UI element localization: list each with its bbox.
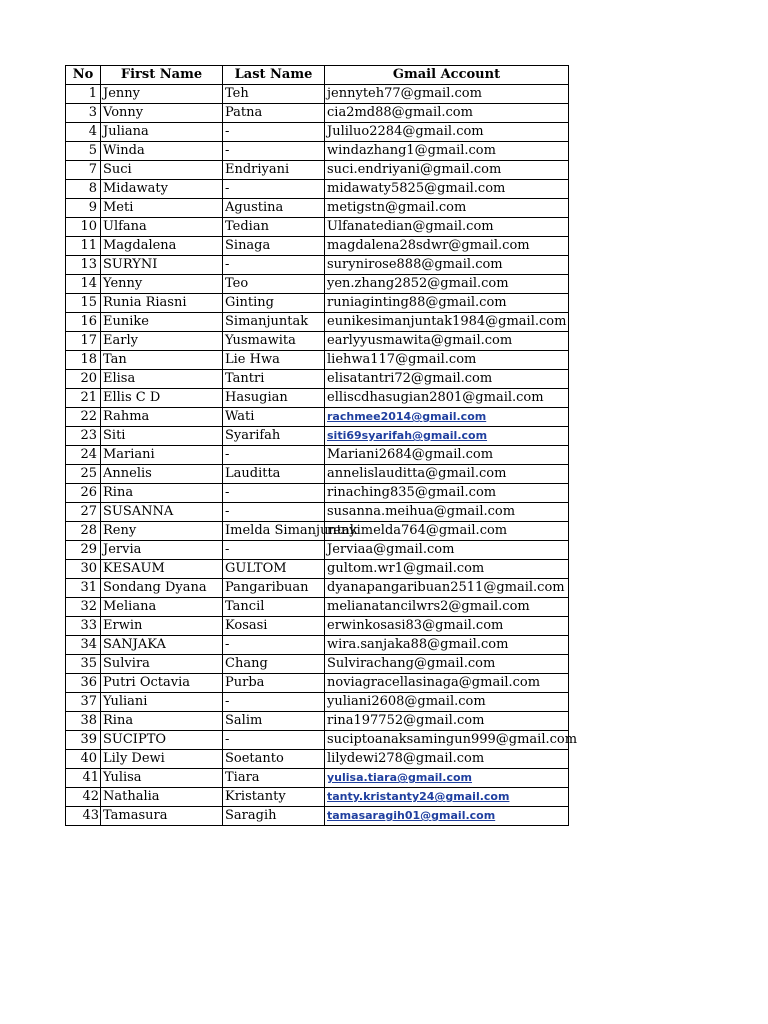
email-cell: surynirose888@gmail.com xyxy=(325,256,569,275)
first-name-cell: Siti xyxy=(101,427,223,446)
table-body xyxy=(66,85,578,826)
email-cell: Mariani2684@gmail.com xyxy=(325,446,569,465)
table-row xyxy=(66,294,569,313)
row-number: 33 xyxy=(66,617,101,636)
header-gmail-account: Gmail Account xyxy=(325,66,569,85)
first-name-cell: Tamasura xyxy=(101,807,223,826)
table-row xyxy=(66,218,569,237)
row-number: 24 xyxy=(66,446,101,465)
first-name-cell: KESAUM xyxy=(101,560,223,579)
last-name-cell: Pangaribuan xyxy=(223,579,325,598)
first-name-cell: Midawaty xyxy=(101,180,223,199)
email-cell: rinaching835@gmail.com xyxy=(325,484,569,503)
table-row xyxy=(66,104,569,123)
table-row xyxy=(66,674,569,693)
row-number: 38 xyxy=(66,712,101,731)
email-cell: elisatantri72@gmail.com xyxy=(325,370,569,389)
row-number: 39 xyxy=(66,731,101,750)
row-number: 3 xyxy=(66,104,101,123)
last-name-cell: - xyxy=(223,256,325,275)
email-cell: dyanapangaribuan2511@gmail.com xyxy=(325,579,569,598)
last-name-cell: Teo xyxy=(223,275,325,294)
table-row xyxy=(66,465,569,484)
email-cell: suciptoanaksamingun999@gmail.com xyxy=(325,731,569,750)
email-cell: Jerviaa@gmail.com xyxy=(325,541,569,560)
email-cell: windazhang1@gmail.com xyxy=(325,142,569,161)
header-first-name: First Name xyxy=(101,66,223,85)
first-name-cell: Early xyxy=(101,332,223,351)
email-cell: noviagracellasinaga@gmail.com xyxy=(325,674,569,693)
table-row xyxy=(66,541,569,560)
first-name-cell: Reny xyxy=(101,522,223,541)
table-row xyxy=(66,503,569,522)
table-row xyxy=(66,180,569,199)
first-name-cell: Eunike xyxy=(101,313,223,332)
row-number: 4 xyxy=(66,123,101,142)
first-name-cell: Juliana xyxy=(101,123,223,142)
first-name-cell: Winda xyxy=(101,142,223,161)
last-name-cell: - xyxy=(223,541,325,560)
last-name-cell: Tedian xyxy=(223,218,325,237)
table-row xyxy=(66,199,569,218)
row-number: 5 xyxy=(66,142,101,161)
last-name-cell: Lie Hwa xyxy=(223,351,325,370)
last-name-cell: - xyxy=(223,484,325,503)
header-last-name: Last Name xyxy=(223,66,325,85)
row-number: 18 xyxy=(66,351,101,370)
row-number: 36 xyxy=(66,674,101,693)
email-cell: gultom.wr1@gmail.com xyxy=(325,560,569,579)
email-cell: earlyyusmawita@gmail.com xyxy=(325,332,569,351)
table-row xyxy=(66,142,569,161)
first-name-cell: Rina xyxy=(101,484,223,503)
table-row xyxy=(66,446,569,465)
first-name-cell: Magdalena xyxy=(101,237,223,256)
first-name-cell: Runia Riasni xyxy=(101,294,223,313)
email-cell: susanna.meihua@gmail.com xyxy=(325,503,569,522)
row-number: 8 xyxy=(66,180,101,199)
email-cell: metigstn@gmail.com xyxy=(325,199,569,218)
last-name-cell: Patna xyxy=(223,104,325,123)
row-number: 34 xyxy=(66,636,101,655)
last-name-cell: Yusmawita xyxy=(223,332,325,351)
first-name-cell: SUSANNA xyxy=(101,503,223,522)
row-number: 28 xyxy=(66,522,101,541)
table-row xyxy=(66,256,569,275)
first-name-cell: SANJAKA xyxy=(101,636,223,655)
first-name-cell: Putri Octavia xyxy=(101,674,223,693)
first-name-cell: Jenny xyxy=(101,85,223,104)
email-link[interactable]: yulisa.tiara@gmail.com xyxy=(325,769,569,788)
email-link[interactable]: tanty.kristanty24@gmail.com xyxy=(325,788,569,807)
row-number: 23 xyxy=(66,427,101,446)
row-number: 26 xyxy=(66,484,101,503)
first-name-cell: Sulvira xyxy=(101,655,223,674)
email-cell: melianatancilwrs2@gmail.com xyxy=(325,598,569,617)
email-cell: renyimelda764@gmail.com xyxy=(325,522,569,541)
last-name-cell: - xyxy=(223,636,325,655)
table-row xyxy=(66,351,569,370)
last-name-cell: Agustina xyxy=(223,199,325,218)
table-row xyxy=(66,389,569,408)
last-name-cell: Tancil xyxy=(223,598,325,617)
row-number: 13 xyxy=(66,256,101,275)
table-row xyxy=(66,579,569,598)
last-name-cell: Kristanty xyxy=(223,788,325,807)
table-row xyxy=(66,807,569,826)
table-row xyxy=(66,788,569,807)
email-cell: jennyteh77@gmail.com xyxy=(325,85,569,104)
header-no: No xyxy=(66,66,101,85)
row-number: 20 xyxy=(66,370,101,389)
last-name-cell: - xyxy=(223,180,325,199)
last-name-cell: Sinaga xyxy=(223,237,325,256)
row-number: 40 xyxy=(66,750,101,769)
email-cell: suci.endriyani@gmail.com xyxy=(325,161,569,180)
table-row xyxy=(66,731,569,750)
first-name-cell: Jervia xyxy=(101,541,223,560)
table-row xyxy=(66,484,569,503)
table-row xyxy=(66,123,569,142)
row-number: 29 xyxy=(66,541,101,560)
email-link[interactable]: tamasaragih01@gmail.com xyxy=(325,807,569,826)
last-name-cell: Kosasi xyxy=(223,617,325,636)
last-name-cell: - xyxy=(223,142,325,161)
last-name-cell: Syarifah xyxy=(223,427,325,446)
last-name-cell: Tantri xyxy=(223,370,325,389)
last-name-cell: Purba xyxy=(223,674,325,693)
first-name-cell: Yulisa xyxy=(101,769,223,788)
table-row xyxy=(66,712,569,731)
last-name-cell: Hasugian xyxy=(223,389,325,408)
table-row xyxy=(66,161,569,180)
first-name-cell: Elisa xyxy=(101,370,223,389)
last-name-cell: Salim xyxy=(223,712,325,731)
table-row xyxy=(66,275,569,294)
email-cell: eunikesimanjuntak1984@gmail.com xyxy=(325,313,569,332)
first-name-cell: Rina xyxy=(101,712,223,731)
first-name-cell: Meti xyxy=(101,199,223,218)
table-row xyxy=(66,617,569,636)
last-name-cell: Saragih xyxy=(223,807,325,826)
email-cell: runiaginting88@gmail.com xyxy=(325,294,569,313)
row-number: 30 xyxy=(66,560,101,579)
first-name-cell: Sondang Dyana xyxy=(101,579,223,598)
table-row xyxy=(66,237,569,256)
row-number: 27 xyxy=(66,503,101,522)
email-cell: liehwa117@gmail.com xyxy=(325,351,569,370)
first-name-cell: Nathalia xyxy=(101,788,223,807)
email-cell: yen.zhang2852@gmail.com xyxy=(325,275,569,294)
row-number: 35 xyxy=(66,655,101,674)
last-name-cell: Imelda Simanjuntak xyxy=(223,522,325,541)
table-row xyxy=(66,560,569,579)
first-name-cell: Yenny xyxy=(101,275,223,294)
email-cell: Ulfanatedian@gmail.com xyxy=(325,218,569,237)
email-cell: yuliani2608@gmail.com xyxy=(325,693,569,712)
last-name-cell: Chang xyxy=(223,655,325,674)
table-row xyxy=(66,427,569,446)
row-number: 42 xyxy=(66,788,101,807)
header-row xyxy=(66,66,569,85)
email-link[interactable]: rachmee2014@gmail.com xyxy=(325,408,569,427)
table-row xyxy=(66,636,569,655)
last-name-cell: Ginting xyxy=(223,294,325,313)
first-name-cell: Rahma xyxy=(101,408,223,427)
row-number: 31 xyxy=(66,579,101,598)
email-cell: rina197752@gmail.com xyxy=(325,712,569,731)
first-name-cell: Ellis C D xyxy=(101,389,223,408)
table-row xyxy=(66,769,569,788)
first-name-cell: Annelis xyxy=(101,465,223,484)
table-row xyxy=(66,655,569,674)
table-row xyxy=(66,693,569,712)
last-name-cell: Wati xyxy=(223,408,325,427)
row-number: 11 xyxy=(66,237,101,256)
last-name-cell: Teh xyxy=(223,85,325,104)
table-row xyxy=(66,750,569,769)
first-name-cell: Meliana xyxy=(101,598,223,617)
first-name-cell: Yuliani xyxy=(101,693,223,712)
row-number: 32 xyxy=(66,598,101,617)
last-name-cell: Simanjuntak xyxy=(223,313,325,332)
first-name-cell: Lily Dewi xyxy=(101,750,223,769)
row-number: 21 xyxy=(66,389,101,408)
last-name-cell: - xyxy=(223,693,325,712)
row-number: 43 xyxy=(66,807,101,826)
email-cell: elliscdhasugian2801@gmail.com xyxy=(325,389,569,408)
row-number: 25 xyxy=(66,465,101,484)
contact-table xyxy=(65,65,578,826)
row-number: 10 xyxy=(66,218,101,237)
email-link[interactable]: siti69syarifah@gmail.com xyxy=(325,427,569,446)
row-number: 9 xyxy=(66,199,101,218)
last-name-cell: Tiara xyxy=(223,769,325,788)
row-number: 37 xyxy=(66,693,101,712)
row-number: 7 xyxy=(66,161,101,180)
table-header xyxy=(66,66,569,85)
first-name-cell: Erwin xyxy=(101,617,223,636)
table-row xyxy=(66,370,569,389)
row-number: 16 xyxy=(66,313,101,332)
table-row xyxy=(66,85,569,104)
email-cell: Sulvirachang@gmail.com xyxy=(325,655,569,674)
last-name-cell: - xyxy=(223,731,325,750)
table-row xyxy=(66,522,569,541)
table-row xyxy=(66,332,569,351)
email-cell: Juliluo2284@gmail.com xyxy=(325,123,569,142)
first-name-cell: Vonny xyxy=(101,104,223,123)
last-name-cell: Soetanto xyxy=(223,750,325,769)
email-cell: cia2md88@gmail.com xyxy=(325,104,569,123)
last-name-cell: - xyxy=(223,503,325,522)
last-name-cell: GULTOM xyxy=(223,560,325,579)
last-name-cell: Endriyani xyxy=(223,161,325,180)
table-row xyxy=(66,598,569,617)
email-cell: wira.sanjaka88@gmail.com xyxy=(325,636,569,655)
first-name-cell: SURYNI xyxy=(101,256,223,275)
row-number: 17 xyxy=(66,332,101,351)
last-name-cell: - xyxy=(223,123,325,142)
row-number: 15 xyxy=(66,294,101,313)
email-cell: magdalena28sdwr@gmail.com xyxy=(325,237,569,256)
table-row xyxy=(66,408,569,427)
first-name-cell: Ulfana xyxy=(101,218,223,237)
first-name-cell: Suci xyxy=(101,161,223,180)
table-row xyxy=(66,313,569,332)
first-name-cell: Mariani xyxy=(101,446,223,465)
email-cell: lilydewi278@gmail.com xyxy=(325,750,569,769)
last-name-cell: Lauditta xyxy=(223,465,325,484)
last-name-cell: - xyxy=(223,446,325,465)
row-number: 22 xyxy=(66,408,101,427)
email-cell: annelislauditta@gmail.com xyxy=(325,465,569,484)
first-name-cell: SUCIPTO xyxy=(101,731,223,750)
email-cell: erwinkosasi83@gmail.com xyxy=(325,617,569,636)
row-number: 14 xyxy=(66,275,101,294)
row-number: 41 xyxy=(66,769,101,788)
row-number: 1 xyxy=(66,85,101,104)
first-name-cell: Tan xyxy=(101,351,223,370)
email-cell: midawaty5825@gmail.com xyxy=(325,180,569,199)
